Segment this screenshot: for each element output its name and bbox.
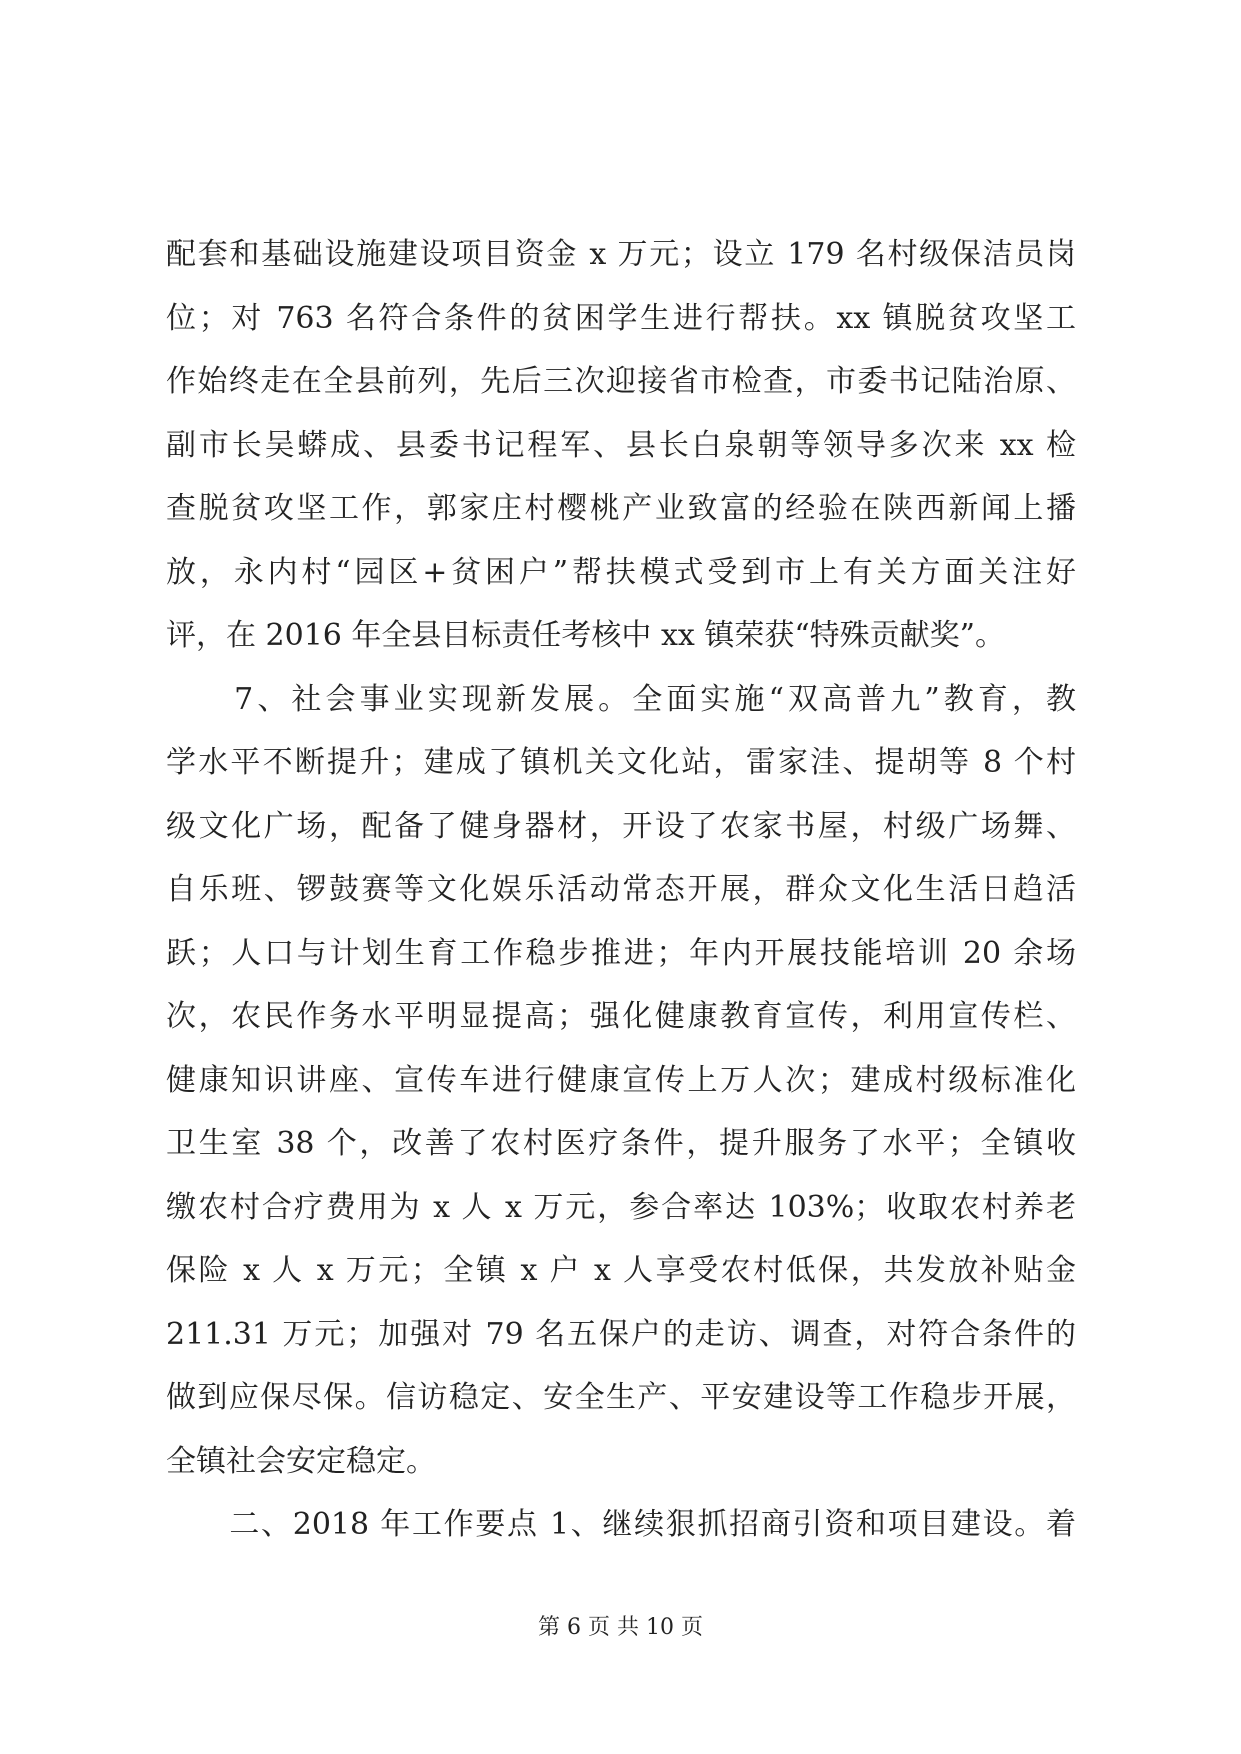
text-line: 保险 x 人 x 万元；全镇 x 户 x 人享受农村低保，共发放补贴金 (166, 1253, 1076, 1288)
text-line: 级文化广场，配备了健身器材，开设了农家书屋，村级广场舞、 (166, 808, 1076, 844)
text-line: 做到应保尽保。信访稳定、安全生产、平安建设等工作稳步开展， (166, 1380, 1076, 1415)
text-line: 作始终走在全县前列，先后三次迎接省市检查，市委书记陆治原、 (166, 364, 1076, 399)
text-line: 卫生室 38 个，改善了农村医疗条件，提升服务了水平；全镇收 (166, 1126, 1076, 1161)
page-number-footer: 第 6 页 共 10 页 (538, 1615, 703, 1640)
text-line: 配套和基础设施建设项目资金 x 万元；设立 179 名村级保洁员岗 (166, 237, 1076, 272)
paragraph-2018-work-points (166, 1493, 1076, 1557)
paragraph-social-undertakings (166, 668, 1076, 1494)
text-line: 7、社会事业实现新发展。全面实施“双高普九”教育，教 (166, 681, 1076, 717)
text-line: 211.31 万元；加强对 79 名五保户的走访、调查，对符合条件的 (166, 1316, 1076, 1352)
text-line: 全镇社会安定稳定。 (166, 1443, 436, 1479)
text-line: 缴农村合疗费用为 x 人 x 万元，参合率达 103%；收取农村养老 (166, 1189, 1076, 1225)
text-line: 评，在 2016 年全县目标责任考核中 xx 镇荣获“特殊贡献奖”。 (166, 618, 1006, 653)
body-text (166, 223, 1076, 1557)
text-line: 健康知识讲座、宣传车进行健康宣传上万人次；建成村级标准化 (166, 1062, 1076, 1098)
text-line: 二、2018 年工作要点 1、继续狠抓招商引资和项目建设。着 (166, 1507, 1076, 1542)
text-line: 放，永内村“园区+贫困户”帮扶模式受到市上有关方面关注好 (166, 554, 1076, 590)
text-line: 自乐班、锣鼓赛等文化娱乐活动常态开展，群众文化生活日趋活 (166, 872, 1076, 907)
text-line: 查脱贫攻坚工作，郭家庄村樱桃产业致富的经验在陕西新闻上播 (166, 491, 1076, 526)
text-line: 副市长吴蟒成、县委书记程军、县长白泉朝等领导多次来 xx 检 (166, 427, 1076, 463)
text-line: 次，农民作务水平明显提高；强化健康教育宣传，利用宣传栏、 (166, 999, 1076, 1034)
text-line: 跃；人口与计划生育工作稳步推进；年内开展技能培训 20 余场 (166, 935, 1076, 971)
paragraph-poverty-alleviation (166, 223, 1076, 668)
text-line: 位；对 763 名符合条件的贫困学生进行帮扶。xx 镇脱贫攻坚工 (166, 300, 1076, 336)
text-line: 学水平不断提升；建成了镇机关文化站，雷家洼、提胡等 8 个村 (166, 745, 1076, 780)
